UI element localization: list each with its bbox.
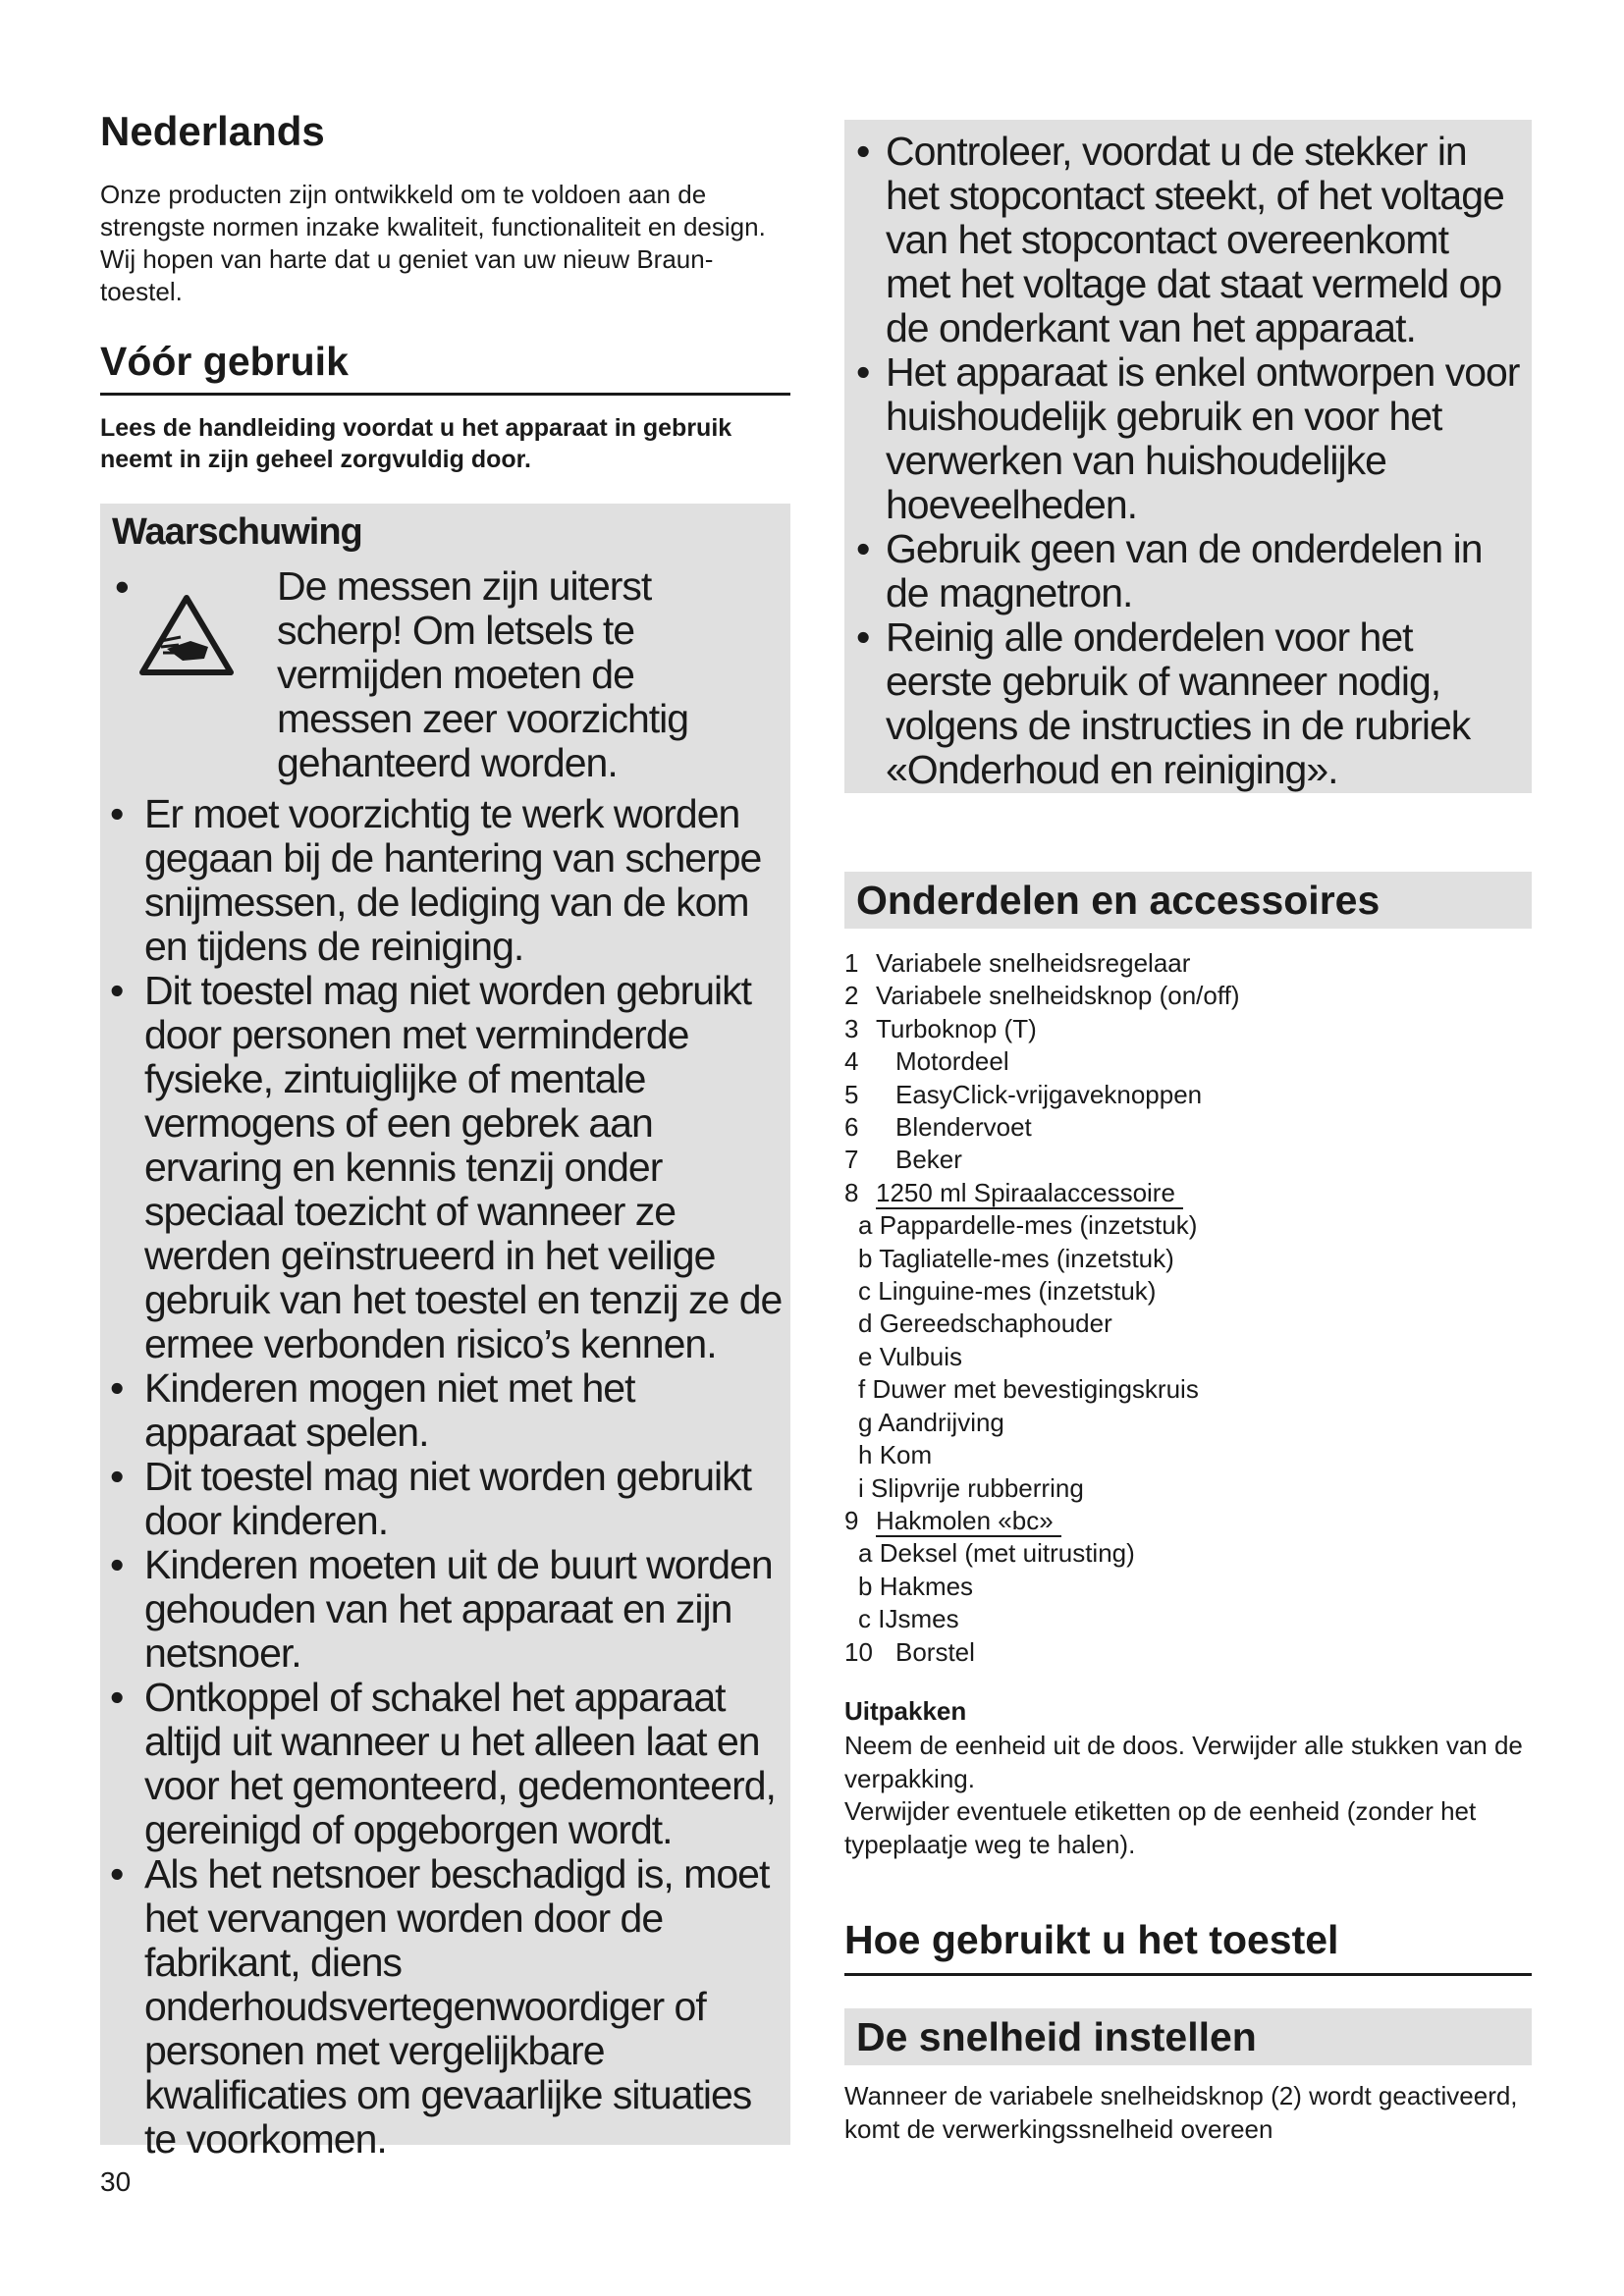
read-manual-note: Lees de handleiding voordat u het apparaat in gebruik neemt in zijn geheel zorgvuldig door. [100, 414, 732, 473]
language-heading: Nederlands [100, 108, 325, 154]
part-item: 1 Variabele snelheidsregelaar [844, 948, 1191, 978]
warning-first-item [100, 564, 790, 792]
part-item: 9 Hakmolen «bc» [844, 1505, 1532, 1537]
part-item: 3 Turboknop (T) [844, 1013, 1037, 1043]
blade-warning-icon [139, 594, 234, 676]
part-item: 5 EasyClick-vrijgaveknoppen [844, 1079, 1203, 1109]
part-item: 7 Beker [844, 1145, 962, 1175]
warning-list [100, 792, 790, 2162]
warning-item: • Controleer, voordat u de stekker in het stopcontact steekt, of het voltage van het stopcontact overeenkomt met het voltage dat staat vermeld op de onderkant van het apparaat. [844, 130, 1532, 350]
subpart-item: a Pappardelle-mes (inzetstuk) [858, 1210, 1198, 1241]
unpack-heading: Uitpakken [844, 1696, 967, 1726]
warning-item: • Kinderen mogen niet met het apparaat spelen. [100, 1366, 790, 1455]
warning-item: • Er moet voorzichtig te werk worden gegaan bij de hantering van scherpe snijmessen, de lediging van de kom en tijdens de reiniging. [100, 792, 790, 969]
subpart-item: f Duwer met bevestigingskruis [858, 1374, 1199, 1405]
warning-title: Waarschuwing [112, 511, 362, 553]
part-item: 8 1250 ml Spiraalaccessoire [844, 1177, 1532, 1209]
speed-paragraph: Wanneer de variabele snelheidsknop (2) wordt geactiveerd, komt de verwerkingssnelheid overeen [844, 2081, 1518, 2144]
unpack-line: Neem de eenheid uit de doos. Verwijder alle stukken van de verpakking. [844, 1731, 1523, 1793]
parts-list [844, 947, 1532, 1669]
warning-box [100, 504, 790, 2162]
subpart-item: d Gereedschaphouder [858, 1308, 1112, 1339]
unpack-line: Verwijder eventuele etiketten op de eenheid (zonder het typeplaatje weg te halen). [844, 1796, 1477, 1859]
warning-item: • Kinderen moeten uit de buurt worden gehouden van het apparaat en zijn netsnoer. [100, 1543, 790, 1676]
subpart-item: b Tagliatelle-mes (inzetstuk) [858, 1243, 1174, 1273]
unpack-text [844, 1730, 1532, 1861]
warning-item: • Het apparaat is enkel ontworpen voor huishoudelijk gebruik en voor het verwerken van huishoudelijke hoeveelheden. [844, 350, 1532, 527]
warning-item: • Als het netsnoer beschadigd is, moet het vervangen worden door de fabrikant, diens onderhoudsvertegenwoordiger of personen met vergelijkbare kwalificaties om gevaarlijke situaties te voorkomen. [100, 1852, 790, 2162]
part-item: 6 Blendervoet [844, 1112, 1032, 1143]
part-item: 2 Variabele snelheidsknop (on/off) [844, 981, 1240, 1011]
warning-first-text: De messen zijn uiterst scherp! Om letsels te vermijden moeten de messen zeer voorzichtig gehanteerd worden. [277, 563, 689, 785]
part-item: 10 Borstel [844, 1636, 975, 1667]
warning-box-continued [844, 120, 1532, 793]
intro-paragraph: Onze producten zijn ontwikkeld om te voldoen aan de strengste normen inzake kwaliteit, functionaliteit en design. Wij hopen van harte dat u geniet van uw nieuw Braun-toestel. [100, 180, 766, 306]
warning-item: • Dit toestel mag niet worden gebruikt door kinderen. [100, 1455, 790, 1543]
bullet: • [115, 563, 130, 610]
section-heading-before-use: Vóór gebruik [100, 339, 790, 396]
warning-item: • Gebruik geen van de onderdelen in de magnetron. [844, 527, 1532, 615]
section-heading-usage: Hoe gebruikt u het toestel [844, 1917, 1532, 1976]
warning-item: • Ontkoppel of schakel het apparaat altijd uit wanneer u het alleen laat en voor het gemonteerd, gedemonteerd, gereinigd of opgeborgen wordt. [100, 1676, 790, 1852]
warning-item: • Dit toestel mag niet worden gebruikt door personen met verminderde fysieke, zintuiglijke of mentale vermogens of een gebrek aan ervaring en kennis tenzij onder speciaal toezicht of wanneer ze werden geïnstrueerd in het veilige gebruik van het toestel en tenzij ze de ermee verbonden risico’s kennen. [100, 969, 790, 1366]
warning-list-continued [844, 120, 1532, 792]
part-item: 4 Motordeel [844, 1046, 1009, 1077]
subpart-item: h Kom [858, 1440, 933, 1470]
subpart-item: i Slipvrije rubberring [858, 1472, 1084, 1503]
subpart-item: b Hakmes [858, 1571, 974, 1601]
subpart-item: e Vulbuis [858, 1341, 963, 1371]
subpart-item: a Deksel (met uitrusting) [858, 1538, 1135, 1569]
warning-item: • Reinig alle onderdelen voor het eerste gebruik of wanneer nodig, volgens de instructies in de rubriek «Onderhoud en reiniging». [844, 615, 1532, 792]
subpart-item: c Linguine-mes (inzetstuk) [858, 1276, 1157, 1307]
parts-heading: Onderdelen en accessoires [844, 872, 1532, 929]
page-number: 30 [100, 2166, 132, 2197]
subpart-item: c IJsmes [858, 1604, 959, 1634]
speed-heading: De snelheid instellen [844, 2008, 1532, 2065]
subpart-item: g Aandrijving [858, 1407, 1004, 1437]
